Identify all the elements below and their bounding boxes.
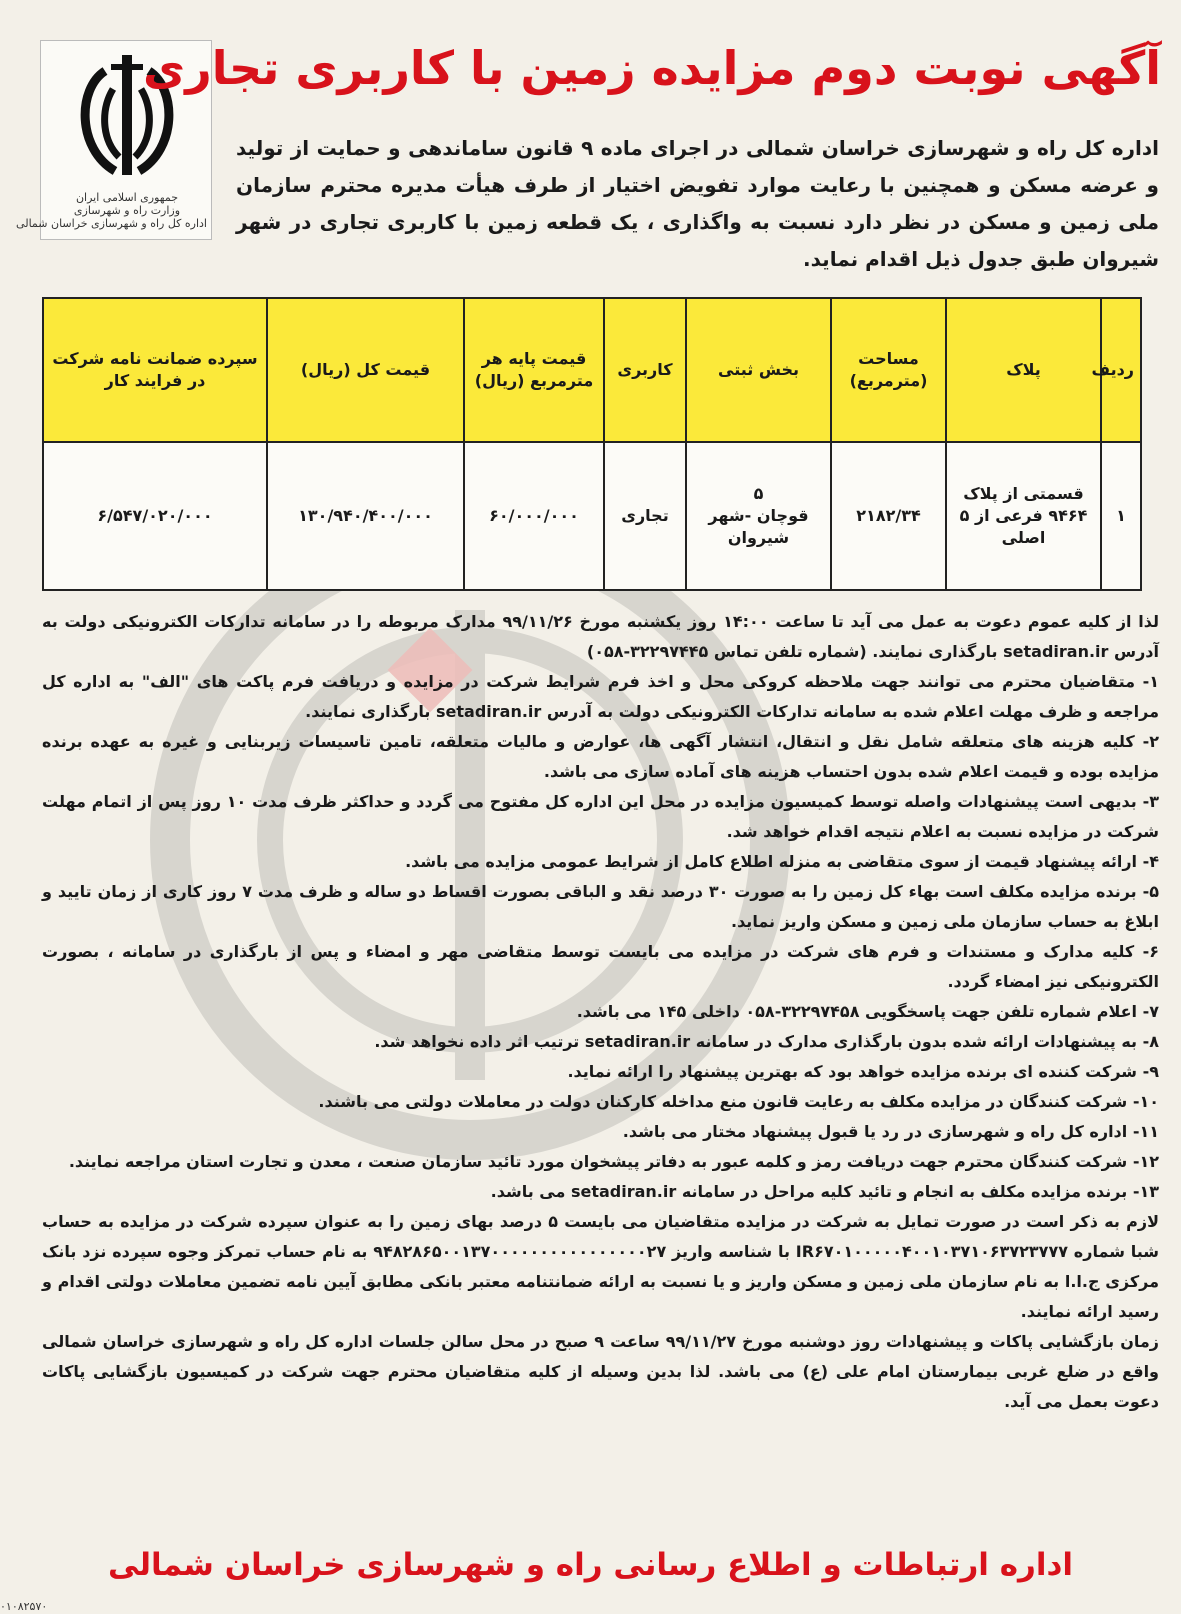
paragraph: ۳- بدیهی است پیشنهادات واصله توسط کمیسیون مزایده در محل این اداره کل مفتوح می گردد و حداکثر ظرف مدت ۱۰ روز پس از اتمام مهلت شرکت در مزایده نسبت به اعلام نتیجه اقدام خواهد شد.: [42, 792, 1159, 841]
ad-code: ۰۱۰۸۲۵۷۰: [0, 1600, 48, 1613]
cell-deposit: ۶/۵۴۷/۰۲۰/۰۰۰: [43, 442, 267, 590]
paragraph: ۲- کلیه هزینه های متعلقه شامل نقل و انتقال، انتشار آگهی ها، عوارض و مالیات متعلقه، تامین تاسیسات زیربنایی و غیره به عهده برنده مزایده بوده و قیمت اعلام شده بدون احتساب هزینه های آماده سازی می باشد.: [42, 732, 1159, 781]
paragraph: ۶- کلیه مدارک و مستندات و فرم های شرکت در مزایده می بایست توسط متقاضی مهر و امضاء و پس از بارگذاری در سامانه ، بصورت الکترونیکی نیز امضاء گردد.: [42, 942, 1159, 991]
paragraph: ۵- برنده مزایده مکلف است بهاء کل زمین را به صورت ۳۰ درصد نقد و الباقی بصورت اقساط دو ساله و ظرف مدت ۷ روز کاری از زمان تایید و ابلاغ به حساب سازمان ملی زمین و مسکن واریز نماید.: [42, 882, 1160, 931]
cell-row-number: ۱: [1101, 442, 1141, 590]
cell-usage: تجاری: [604, 442, 686, 590]
header-deposit: سپرده ضمانت نامه شرکت در فرایند کار: [43, 298, 267, 442]
paragraph: لذا از کلیه عموم دعوت به عمل می آید تا ساعت ۱۴:۰۰ روز یکشنبه مورخ ۹۹/۱۱/۲۶ مدارک مربوطه را در سامانه تدارکات الکترونیکی دولت به آدرس setadiran.ir بارگذاری نمایند. (شماره تلفن تماس ۳۲۲۹۷۴۴۵-۰۵۸): [42, 612, 1160, 661]
paragraph: ۹- شرکت کننده ای برنده مزایده خواهد بود که بهترین پیشنهاد را ارائه نماید.: [567, 1062, 1159, 1081]
header-total-price: قیمت کل (ریال): [267, 298, 464, 442]
paragraph: ۸- به پیشنهادات ارائه شده بدون بارگذاری مدارک در سامانه setadiran.ir ترتیب اثر داده نخواهد شد.: [374, 1032, 1159, 1051]
paragraph: لازم به ذکر است در صورت تمایل به شرکت در مزایده متقاضیان می بایست ۵ درصد بهای زمین را به عنوان سپرده شرکت در مزایده به حساب شبا شماره IR۶۷۰۱۰۰۰۰۰۴۰۰۱۰۳۷۱۰۶۳۷۲۳۷۷۷ با شناسه واریز ۹۴۸۲۸۶۵۰۰۱۳۷۰۰۰۰۰۰۰۰۰۰۰۰۰۰۰۰۲۷ به نام حساب تمرکز وجوه سپرده نزد بانک مرکزی ج.ا.ا به نام سازمان ملی زمین و مسکن واریز و یا نسبت به ارائه ضمانتنامه معتبر بانکی مطابق آیین نامه تضمین معاملات دولتی اقدام و رسید ارائه نمایند.: [42, 1212, 1160, 1321]
paragraph: ۱۱- اداره کل راه و شهرسازی در رد یا قبول پیشنهاد مختار می باشد.: [622, 1122, 1159, 1141]
caption-line: جمهوری اسلامی ایران: [75, 191, 179, 204]
table-header-row: [43, 298, 1141, 442]
header-base-price: قیمت پایه هر مترمربع (ریال): [464, 298, 604, 442]
paragraph: ۱۲- شرکت کنندگان محترم جهت دریافت رمز و کلمه عبور به دفاتر پیشخوان مورد تائید سازمان صنعت ، معدن و تجارت استان مراجعه نمایند.: [68, 1152, 1159, 1171]
header-row-number: ردیف: [1101, 298, 1141, 442]
cell-plaque: قسمتی از پلاک ۹۴۶۴ فرعی از ۵ اصلی: [946, 442, 1101, 590]
paragraph: ۱- متقاضیان محترم می توانند جهت ملاحظه کروکی محل و اخذ فرم شرایط شرکت در مزایده و دریافت فرم پاکت های "الف" به اداره کل مراجعه و ظرف مهلت اعلام شده به سامانه تدارکات الکترونیکی دولت به آدرس setadiran.ir بارگذاری نمایند.: [42, 672, 1159, 721]
paragraph: ۱۳- برنده مزایده مکلف به انجام و تائید کلیه مراحل در سامانه setadiran.ir می باشد.: [490, 1182, 1159, 1201]
section-place: قوچان -شهر شیروان: [708, 506, 809, 547]
caption-line: اداره کل راه و شهرسازی خراسان شمالی: [16, 217, 207, 230]
announcement-title: آگهی نوبت دوم مزایده زمین با کاربری تجاری: [143, 41, 1161, 95]
cell-area: ۲۱۸۲/۳۴: [831, 442, 946, 590]
header-plaque: پلاک: [946, 298, 1101, 442]
paragraph: ۱۰- شرکت کنندگان در مزایده مکلف به رعایت قانون منع مداخله کارکنان دولت در معاملات دولتی می باشند.: [318, 1092, 1159, 1111]
emblem-caption: [16, 191, 207, 230]
paragraph: ۷- اعلام شماره تلفن جهت پاسخگویی ۳۲۲۹۷۴۵۸-۰۵۸ داخلی ۱۴۵ می باشد.: [576, 1002, 1159, 1021]
conditions-text: [42, 607, 1159, 1417]
intro-paragraph: اداره کل راه و شهرسازی خراسان شمالی در اجرای ماده ۹ قانون ساماندهی و حمایت از تولید و عرضه مسکن و همچنین با رعایت موارد تفویض اختیار از طرف هیأت مدیره محترم سازمان ملی زمین و مسکن در نظر دارد نسبت به واگذاری ، یک قطعه زمین با کاربری تجاری در شهر شیروان طبق جدول ذیل اقدام نماید.: [236, 136, 1159, 271]
header-area: مساحت (مترمربع): [831, 298, 946, 442]
caption-line: وزارت راه و شهرسازی: [73, 204, 181, 217]
header-usage: کاربری: [604, 298, 686, 442]
table-row: [43, 442, 1141, 590]
paragraph: زمان بازگشایی پاکات و پیشنهادات روز دوشنبه مورخ ۹۹/۱۱/۲۷ ساعت ۹ صبح در محل سالن جلسات اداره کل راه و شهرسازی خراسان شمالی واقع در ضلع غربی بیمارستان امام علی (ع) می باشد. لذا بدین وسیله از کلیه متقاضیان محترم جهت شرکت در کمیسیون بازگشایی پاکات دعوت بعمل می آید.: [42, 1332, 1160, 1411]
cell-base-price: ۶۰/۰۰۰/۰۰۰: [464, 442, 604, 590]
paragraph: ۴- ارائه پیشنهاد قیمت از سوی متقاضی به منزله اطلاع کامل از شرایط عمومی مزایده می باشد.: [405, 852, 1159, 871]
section-number: ۵: [753, 484, 764, 503]
cell-total-price: ۱۳۰/۹۴۰/۴۰۰/۰۰۰: [267, 442, 464, 590]
auction-table: [42, 297, 1142, 591]
footer-organization: اداره ارتباطات و اطلاع رسانی راه و شهرسازی خراسان شمالی: [107, 1547, 1074, 1583]
header-section: بخش ثبتی: [686, 298, 831, 442]
cell-section: [686, 442, 831, 590]
